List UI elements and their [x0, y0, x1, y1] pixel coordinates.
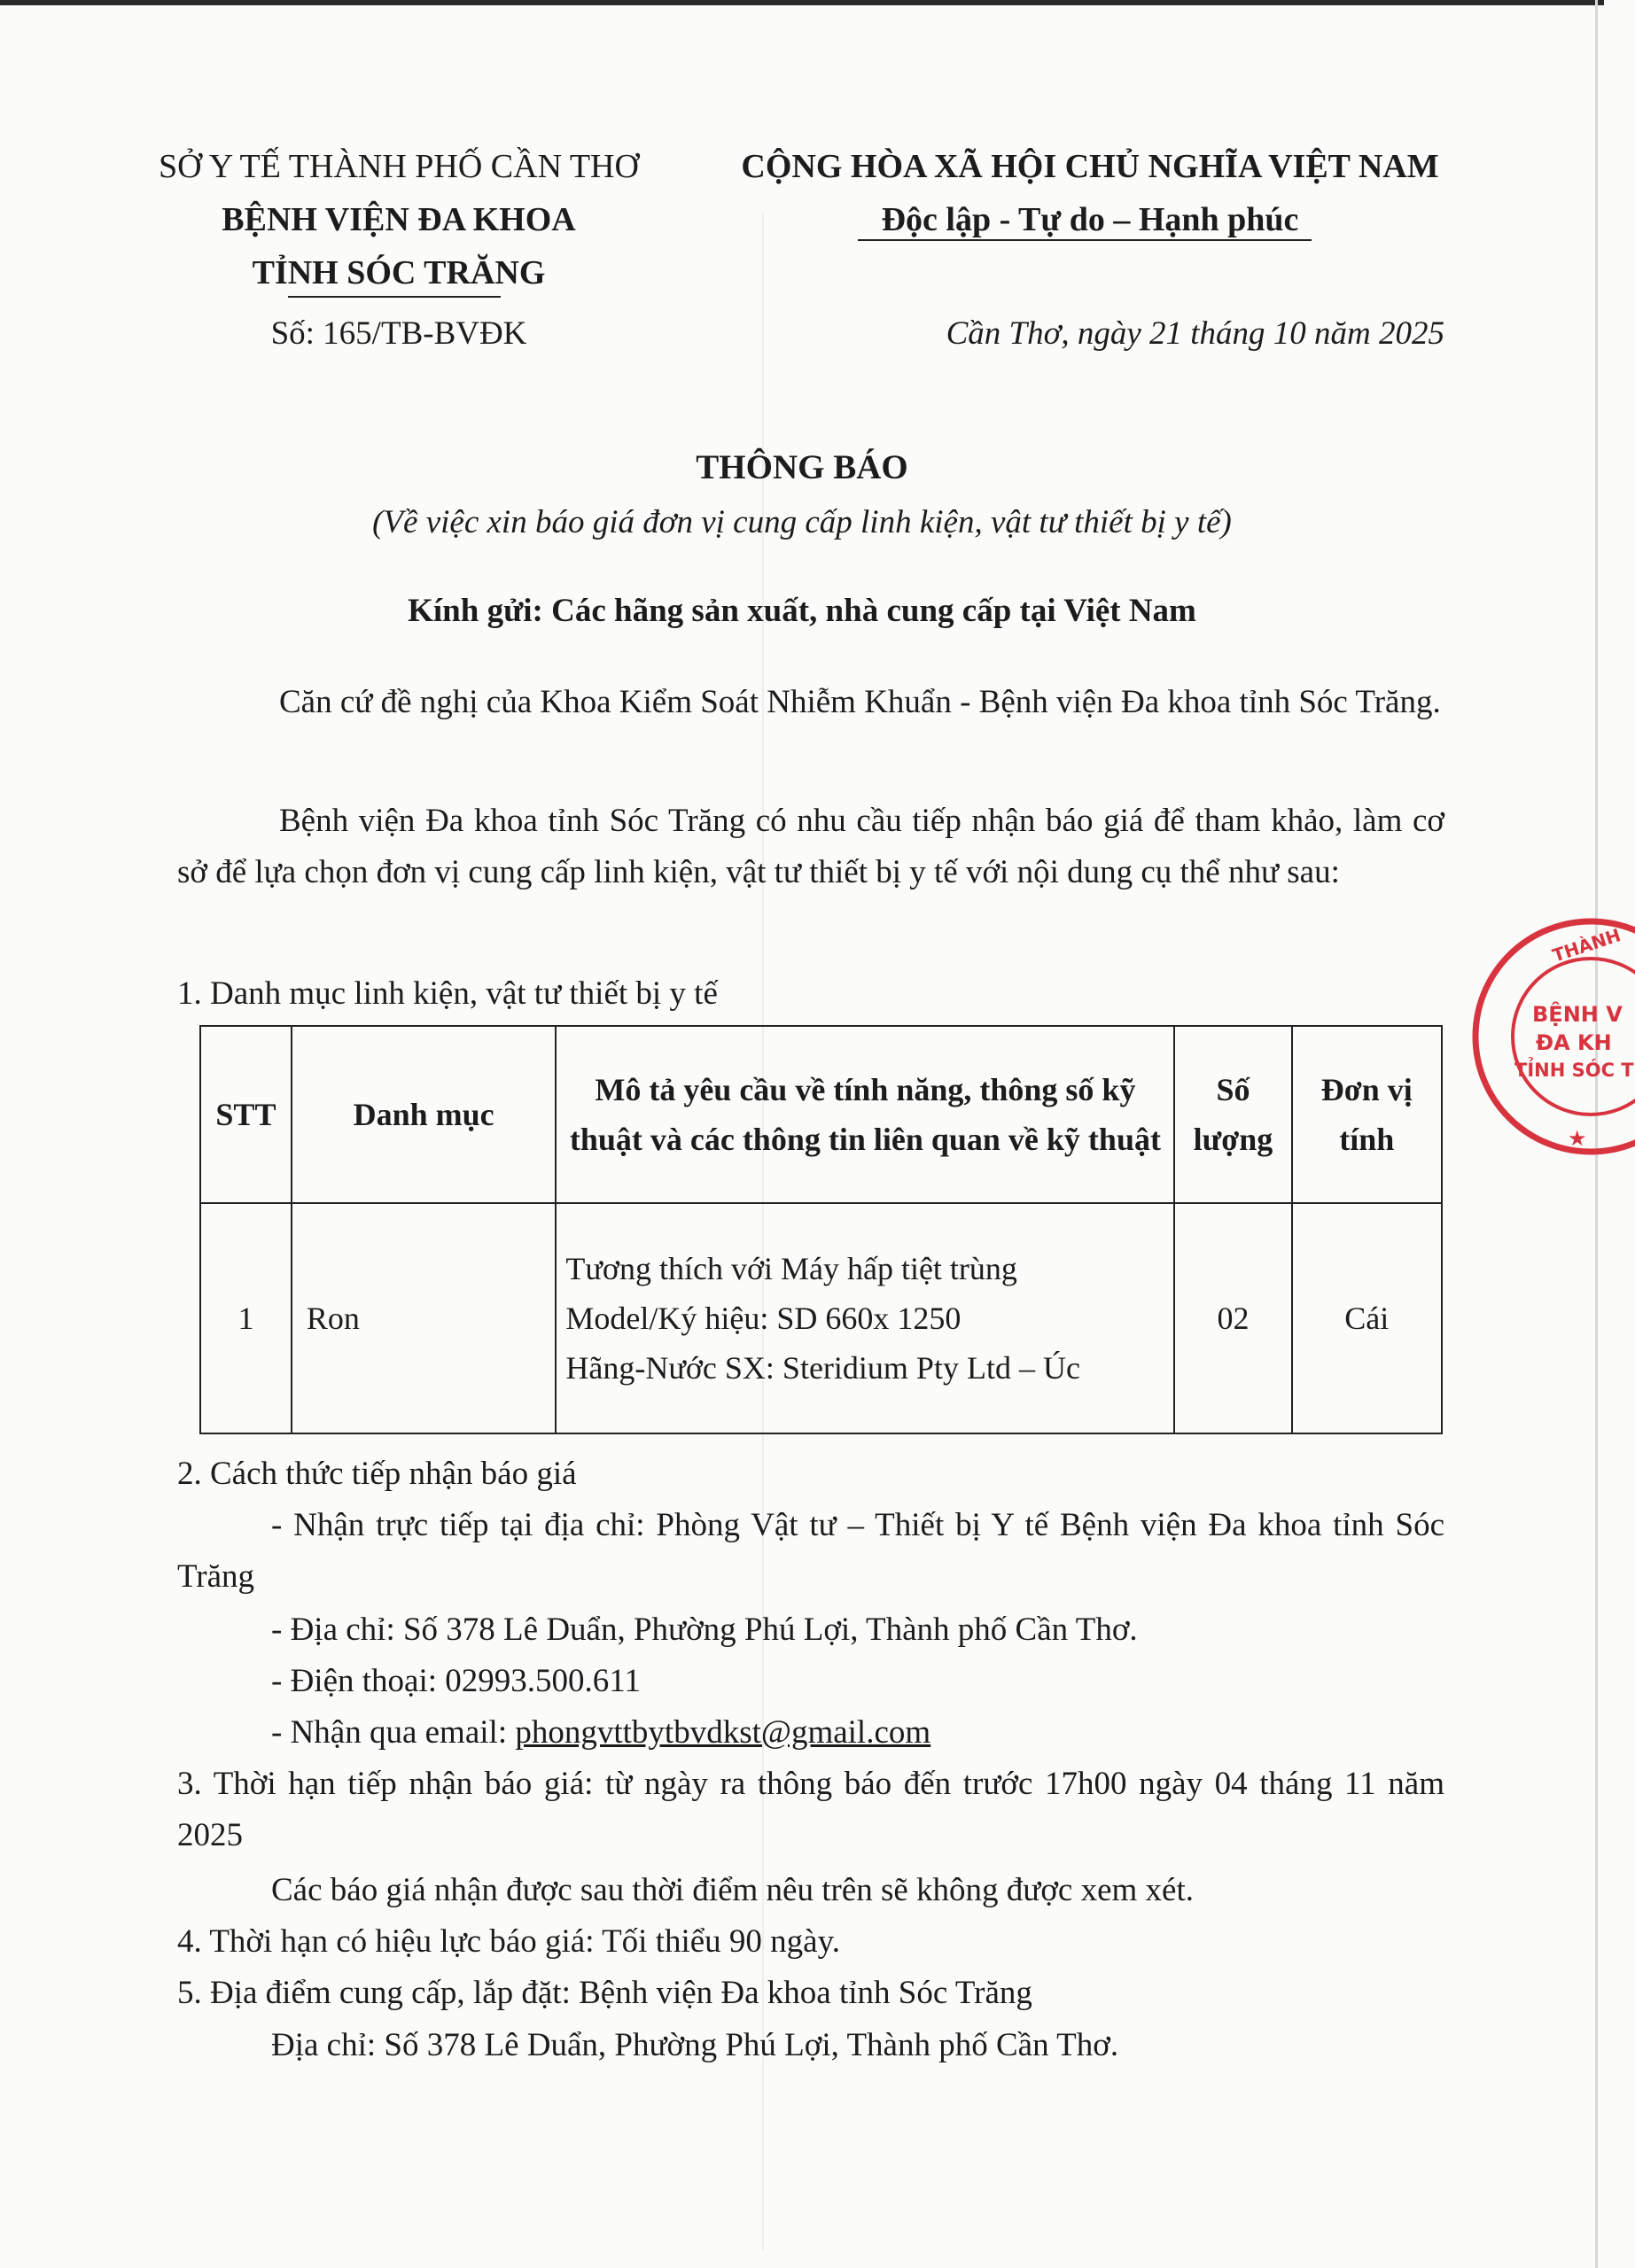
- stamp-line-3: TỈNH SÓC T: [1514, 1060, 1634, 1081]
- national-block: [718, 145, 1462, 241]
- table-row: [200, 1203, 1442, 1433]
- stamp-star-icon: ★: [1568, 1126, 1587, 1151]
- header-unit: Đơn vị tính: [1292, 1026, 1442, 1203]
- cell-stt: 1: [200, 1203, 292, 1433]
- email-link[interactable]: phongvttbytbvdkst@gmail.com: [515, 1714, 931, 1751]
- scan-top-edge: [0, 0, 1604, 5]
- official-stamp: [1458, 917, 1635, 1165]
- issuer-hospital: BỆNH VIỆN ĐA KHOA: [222, 201, 576, 238]
- item-table: [199, 1025, 1443, 1434]
- stamp-line-2: ĐA KH: [1536, 1030, 1612, 1055]
- issuer-department: SỞ Y TẾ THÀNH PHỐ CẦN THƠ: [159, 148, 639, 185]
- section3: [177, 1759, 1444, 1861]
- section2-phone: - Điện thoại: 02993.500.611: [271, 1663, 641, 1699]
- recipient-line: Kính gửi: Các hãng sản xuất, nhà cung cấp tại Việt Nam: [408, 593, 1196, 629]
- table-header-row: [200, 1026, 1442, 1203]
- section3-text: 3. Thời hạn tiếp nhận báo giá: từ ngày ra thông báo đến trước 17h00 ngày 04 tháng 11 năm 2025: [177, 1766, 1444, 1853]
- national-motto: Độc lập - Tự do – Hạnh phúc: [881, 201, 1299, 238]
- header-category: Danh mục: [292, 1026, 557, 1203]
- issuer-province: TỈNH SÓC TRĂNG: [252, 254, 546, 291]
- document-title: THÔNG BÁO: [696, 448, 908, 486]
- section2-direct: [177, 1500, 1444, 1603]
- section1-heading: 1. Danh mục linh kiện, vật tư thiết bị y tế: [177, 975, 718, 1012]
- section3-note: Các báo giá nhận được sau thời điểm nêu trên sẽ không được xem xét.: [271, 1872, 1195, 1908]
- section4-text: 4. Thời hạn có hiệu lực báo giá: Tối thiểu 90 ngày.: [177, 1923, 840, 1960]
- header-description: Mô tả yêu cầu về tính năng, thông số kỹ thuật và các thông tin liên quan về kỹ thuật: [556, 1026, 1174, 1203]
- section2-email-row: [271, 1712, 930, 1754]
- motto-underline: [858, 239, 1312, 241]
- paragraph-purpose-text: Bệnh viện Đa khoa tỉnh Sóc Trăng có nhu cầu tiếp nhận báo giá để tham khảo, làm cơ sở để lựa chọn đơn vị cung cấp linh kiện, vật tư thiết bị y tế với nội dung cụ thể như sau:: [177, 803, 1444, 890]
- paragraph-basis: [177, 677, 1444, 728]
- document-number: Số: 165/TB-BVĐK: [270, 315, 527, 352]
- cell-category: Ron: [292, 1203, 557, 1433]
- header-quantity: Số lượng: [1174, 1026, 1291, 1203]
- issuer-underline: [288, 296, 501, 298]
- date-line: Cần Thơ, ngày 21 tháng 10 năm 2025: [946, 315, 1444, 352]
- document-subtitle: (Về việc xin báo giá đơn vị cung cấp linh kiện, vật tư thiết bị y tế): [372, 504, 1232, 540]
- header-stt: STT: [200, 1026, 292, 1203]
- desc-line-compat: Tương thích với Máy hấp tiệt trùng: [565, 1251, 1017, 1286]
- section2-address: - Địa chỉ: Số 378 Lê Duẩn, Phường Phú Lợi, Thành phố Cần Thơ.: [271, 1612, 1138, 1648]
- desc-line-maker: Hãng-Nước SX: Steridium Pty Ltd – Úc: [565, 1350, 1080, 1386]
- national-title: CỘNG HÒA XÃ HỘI CHỦ NGHĨA VIỆT NAM: [741, 148, 1439, 185]
- paragraph-basis-text: Căn cứ đề nghị của Khoa Kiểm Soát Nhiễm Khuẩn - Bệnh viện Đa khoa tỉnh Sóc Trăng.: [279, 684, 1441, 720]
- cell-unit: Cái: [1292, 1203, 1442, 1433]
- cell-quantity: 02: [1174, 1203, 1291, 1433]
- section2-email-label: - Nhận qua email:: [271, 1714, 516, 1751]
- paragraph-purpose: [177, 796, 1444, 898]
- section2-heading: 2. Cách thức tiếp nhận báo giá: [177, 1456, 577, 1492]
- section5-text: 5. Địa điểm cung cấp, lắp đặt: Bệnh viện Đa khoa tỉnh Sóc Trăng: [177, 1975, 1032, 2011]
- section5-address: Địa chỉ: Số 378 Lê Duẩn, Phường Phú Lợi, Thành phố Cần Thơ.: [271, 2027, 1119, 2063]
- section2-direct-text: - Nhận trực tiếp tại địa chỉ: Phòng Vật tư – Thiết bị Y tế Bệnh viện Đa khoa tỉnh Sóc Trăng: [177, 1507, 1444, 1595]
- desc-line-model: Model/Ký hiệu: SD 660x 1250: [565, 1301, 962, 1336]
- issuer-block: [133, 145, 665, 294]
- stamp-seal-icon: [1458, 917, 1635, 1165]
- cell-description: [556, 1203, 1174, 1433]
- stamp-top-text: THÀNH: [1549, 924, 1623, 967]
- stamp-line-1: BỆNH V: [1532, 1002, 1623, 1027]
